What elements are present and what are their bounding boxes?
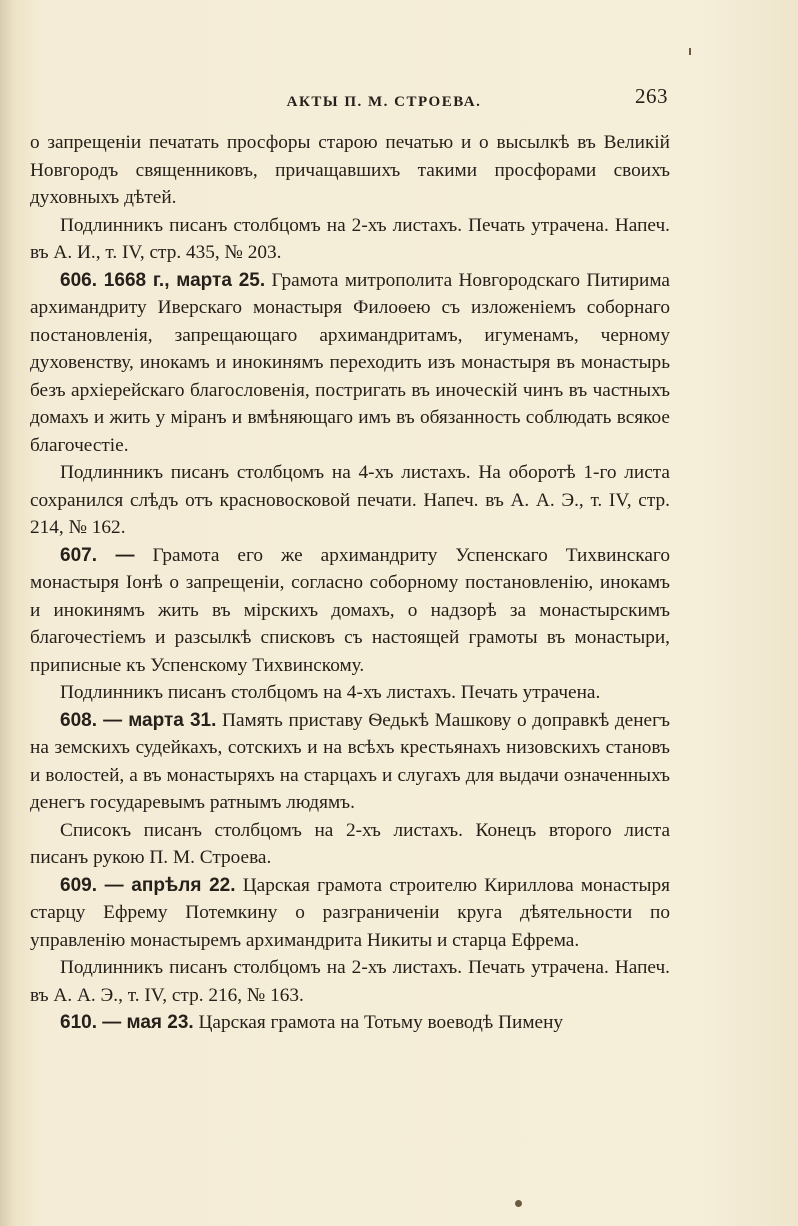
entry-paragraph [30, 707, 670, 817]
paragraph-text: Подлинникъ писанъ столбцомъ на 4-хъ листахъ. Печать утрачена. [60, 682, 601, 703]
paragraph [30, 129, 670, 212]
paragraph-text: Царская грамота строителю Кириллова монастыря старцу Ефрему Потемкину о разграниченіи круга дѣятельности по управленію монастыремъ архимандрита Никиты и старца Ефрема. [30, 874, 671, 951]
paragraph [30, 679, 670, 707]
paragraph [30, 954, 670, 1009]
page-header [0, 84, 798, 114]
paragraph-text: Подлинникъ писанъ столбцомъ на 4-хъ листахъ. На оборотѣ 1-го листа сохранился слѣдъ отъ красновосковой печати. Напеч. въ А. А. Э., т. IV, стр. 214, № 162. [30, 462, 670, 538]
paragraph [30, 212, 670, 267]
paragraph-text: Подлинникъ писанъ столбцомъ на 2-хъ листахъ. Печать утрачена. Напеч. въ А. И., т. IV, стр. 435, № 203. [30, 214, 670, 263]
running-head: АКТЫ П. М. СТРОЕВА. [286, 94, 482, 110]
paragraph-text: Грамота его же архимандриту Успенскаго Тихвинскаго монастыря Іонѣ о запрещеніи, согласно соборному постановленію, инокамъ и инокинямъ жить въ мірскихъ домахъ, о надзорѣ за монастырскимъ благочестіемъ и разсылкѣ списковъ съ настоящей грамоты въ монастыри, приписные къ Успенскому Тихвинскому. [30, 544, 670, 676]
page-number: 263 [635, 84, 668, 108]
entry-heading: 606. 1668 г., марта 25. [60, 269, 266, 291]
ink-mark [689, 48, 691, 55]
ink-speck [515, 1200, 522, 1207]
paragraph-text: Царская грамота на Тотьму воеводѣ Пимену [193, 1012, 564, 1033]
paragraph-text: Списокъ писанъ столбцомъ на 2-хъ листахъ. Конецъ второго листа писанъ рукою П. М. Строева. [30, 819, 670, 868]
entry-heading: 608. — марта 31. [60, 709, 217, 731]
paragraph-text: о запрещеніи печатать просфоры старою печатью и о высылкѣ въ Великій Новгородъ священниковъ, причащавшихъ такими просфорами своихъ духовныхъ дѣтей. [30, 132, 670, 208]
entry-heading: 609. — апрѣля 22. [60, 874, 236, 896]
paragraph-text: Грамота митрополита Новгородскаго Питирима архимандриту Иверскаго монастыря Филоѳею съ изложеніемъ соборнаго постановленія, запрещающаго архимандритамъ, игуменамъ, черному духовенству, инокамъ и инокинямъ переходить изъ монастыря въ монастырь безъ архіерейскаго благословенія, постригать въ иноческій чинъ въ частныхъ домахъ и жить у міранъ и вмѣняющаго имъ въ обязанность соблюдать всякое благочестіе. [30, 269, 670, 456]
entry-paragraph [30, 1009, 670, 1037]
entry-heading: 610. — мая 23. [60, 1012, 194, 1033]
entry-paragraph [30, 872, 670, 955]
paragraph-text: Память приставу Ѳедькѣ Машкову о доправкѣ денегъ на земскихъ судейкахъ, сотскихъ и на всѣхъ крестьянахъ низовскихъ становъ и волостей, а въ монастыряхъ на старцахъ и слугахъ для выдачи означенныхъ денегъ государевымъ ратнымъ людямъ. [30, 709, 670, 813]
entry-heading: 607. — [60, 544, 135, 566]
entry-paragraph [30, 267, 670, 460]
body-text [30, 129, 670, 1037]
paragraph [30, 459, 670, 542]
paragraph-text: Подлинникъ писанъ столбцомъ на 2-хъ листахъ. Печать утрачена. Напеч. въ А. А. Э., т. IV, стр. 216, № 163. [30, 957, 670, 1006]
paragraph [30, 817, 670, 872]
entry-paragraph [30, 542, 670, 680]
